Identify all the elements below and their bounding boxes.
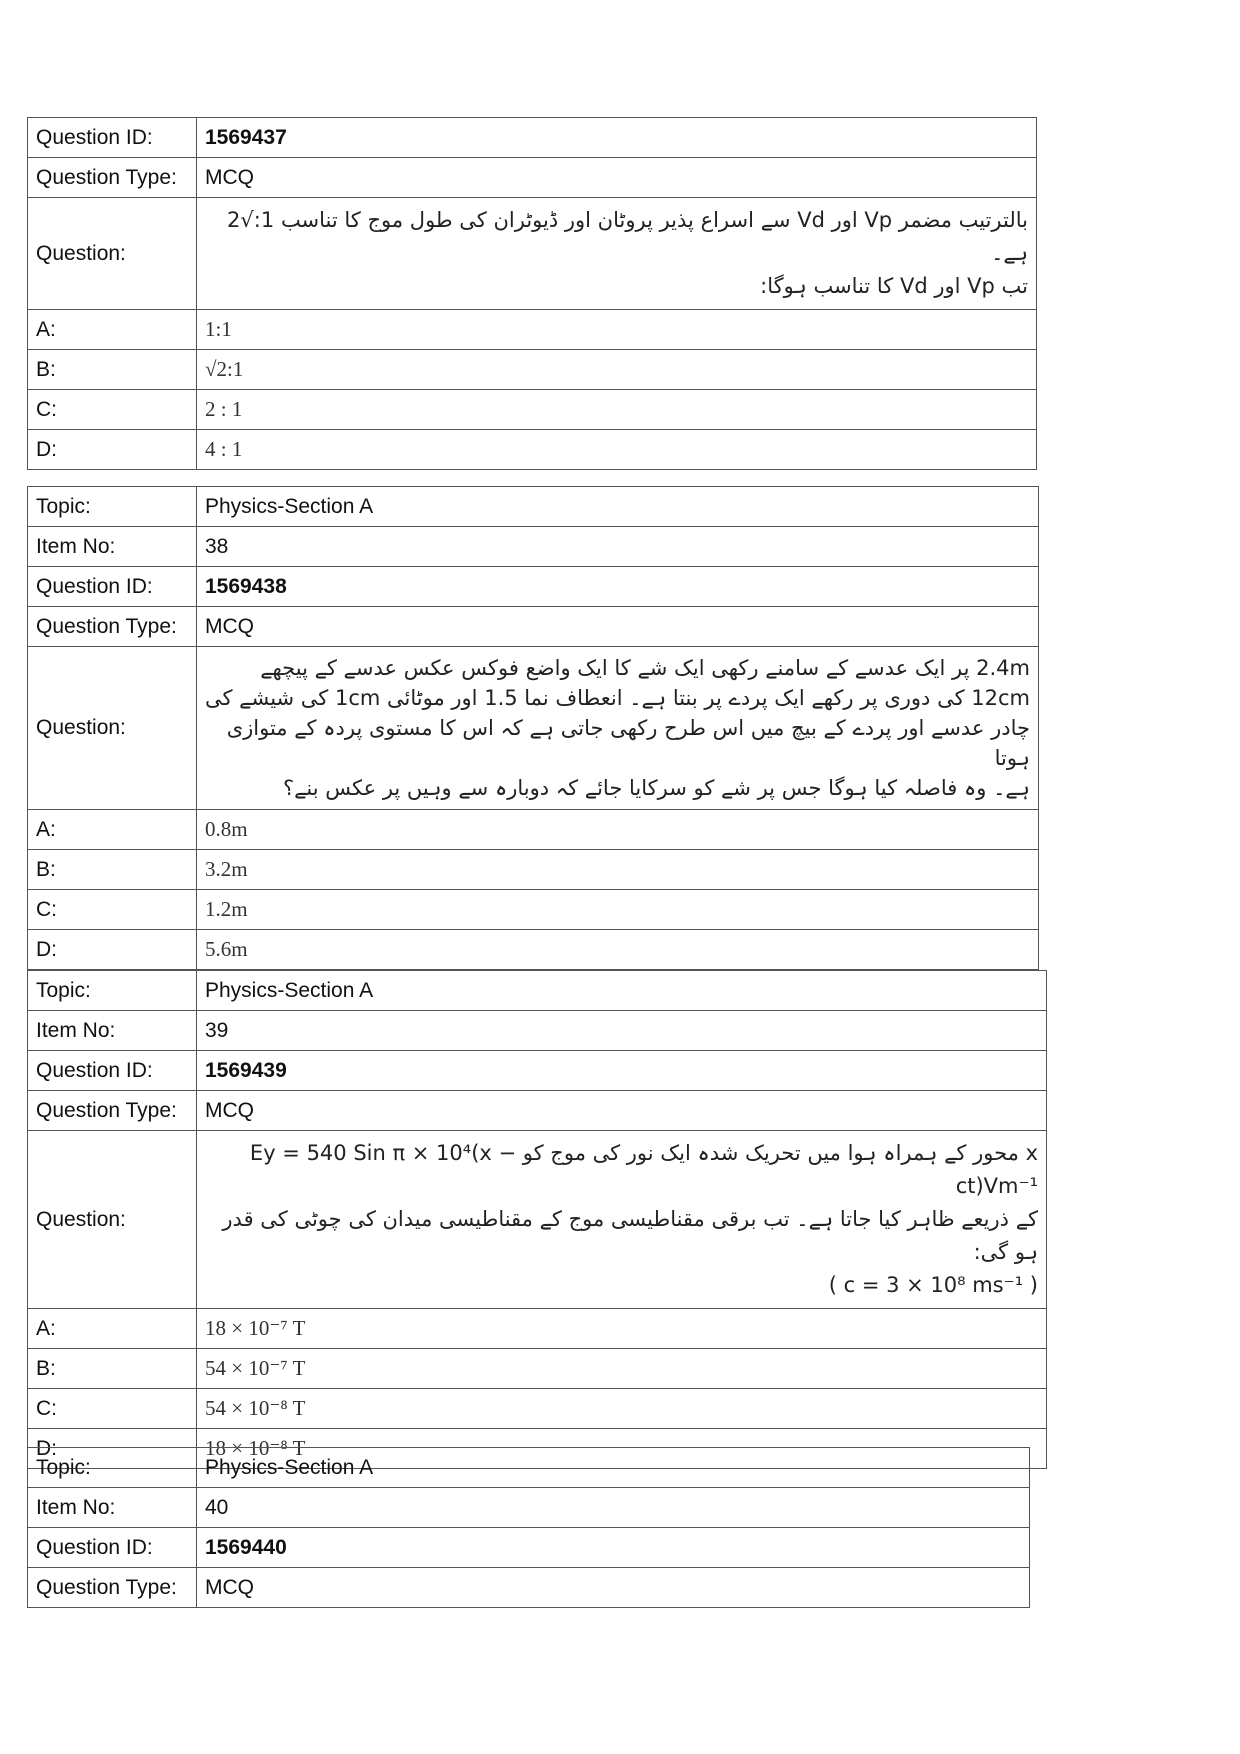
question-id-value: 1569437 [197, 118, 1037, 158]
option-c-value: 54 × 10⁻⁸ T [197, 1389, 1047, 1429]
topic-label: Topic: [28, 487, 197, 527]
question-id-value: 1569439 [197, 1051, 1047, 1091]
option-c-value: 1.2m [197, 890, 1039, 930]
item-no-label: Item No: [28, 527, 197, 567]
option-b-value: 54 × 10⁻⁷ T [197, 1349, 1047, 1389]
option-c-label: C: [28, 890, 197, 930]
option-a-value: 1:1 [197, 310, 1037, 350]
question-table-38 [27, 486, 1039, 970]
option-b-value: 3.2m [197, 850, 1039, 890]
question-table-37 [27, 117, 1037, 470]
option-c-label: C: [28, 390, 197, 430]
option-d-value: 5.6m [197, 930, 1039, 970]
option-d-value: 18 × 10⁻⁸ T [197, 1429, 1047, 1469]
topic-label: Topic: [28, 971, 197, 1011]
question-label: Question: [28, 647, 197, 810]
question-line: تب Vp اور Vd کا تناسب ہوگا: [760, 274, 1028, 298]
option-d-label: D: [28, 430, 197, 470]
question-line: ( c = 3 × 10⁸ ms⁻¹ ) [828, 1273, 1038, 1297]
question-table-40 [27, 1447, 1030, 1608]
item-no-label: Item No: [28, 1011, 197, 1051]
question-line: x محور کے ہمراہ ہوا میں تحریک شدہ ایک نور کی موج کو Ey = 540 Sin π × 10⁴(x − ct)Vm⁻¹ [249, 1141, 1038, 1198]
topic-value: Physics-Section A [197, 1448, 1030, 1488]
question-type-label: Question Type: [28, 158, 197, 198]
question-type-label: Question Type: [28, 1091, 197, 1131]
option-a-value: 18 × 10⁻⁷ T [197, 1309, 1047, 1349]
question-id-label: Question ID: [28, 118, 197, 158]
question-text [197, 198, 1037, 310]
question-line: 12cm کی دوری پر رکھے ایک پردے پر بنتا ہے۔ انعطاف نما 1.5 اور موٹائی 1cm کی شیشے کی [204, 686, 1030, 710]
option-a-label: A: [28, 810, 197, 850]
option-d-label: D: [28, 1429, 197, 1469]
question-text [197, 647, 1039, 810]
question-type-value: MCQ [197, 1091, 1047, 1131]
option-d-label: D: [28, 930, 197, 970]
option-a-label: A: [28, 1309, 197, 1349]
question-type-value: MCQ [197, 1568, 1030, 1608]
item-no-value: 39 [197, 1011, 1047, 1051]
question-line: بالترتیب مضمر Vp اور Vd سے اسراع پذیر پروٹان اور ڈیوٹران کی طول موج کا تناسب 1:√2 ہے۔ [227, 208, 1028, 265]
question-id-value: 1569440 [197, 1528, 1030, 1568]
question-text [197, 1131, 1047, 1309]
question-type-label: Question Type: [28, 1568, 197, 1608]
item-no-value: 40 [197, 1488, 1030, 1528]
question-label: Question: [28, 1131, 197, 1309]
topic-value: Physics-Section A [197, 487, 1039, 527]
question-line: چادر عدسے اور پردے کے بیچ میں اس طرح رکھی جاتی ہے کہ اس کا مستوی پردہ کے متوازی ہوتا [226, 716, 1030, 770]
option-a-value: 0.8m [197, 810, 1039, 850]
option-c-label: C: [28, 1389, 197, 1429]
question-id-label: Question ID: [28, 1528, 197, 1568]
option-b-label: B: [28, 350, 197, 390]
question-id-value: 1569438 [197, 567, 1039, 607]
item-no-value: 38 [197, 527, 1039, 567]
option-a-label: A: [28, 310, 197, 350]
option-c-value: 2 : 1 [197, 390, 1037, 430]
question-line: کے ذریعے ظاہر کیا جاتا ہے۔ تب برقی مقناطیسی موج کے مقناطیسی میدان کی چوٹی کی قدر ہو گی: [222, 1207, 1038, 1264]
question-id-label: Question ID: [28, 1051, 197, 1091]
question-type-value: MCQ [197, 158, 1037, 198]
topic-label: Topic: [28, 1448, 197, 1488]
question-id-label: Question ID: [28, 567, 197, 607]
option-b-label: B: [28, 850, 197, 890]
option-d-value: 4 : 1 [197, 430, 1037, 470]
item-no-label: Item No: [28, 1488, 197, 1528]
question-line: ہے۔ وہ فاصلہ کیا ہوگا جس پر شے کو سرکایا جائے کہ دوبارہ سے وہیں پر عکس بنے؟ [282, 776, 1030, 800]
question-table-39 [27, 970, 1047, 1469]
question-line: 2.4m پر ایک عدسے کے سامنے رکھی ایک شے کا ایک واضع فوکس عکس عدسے کے پیچھے [260, 656, 1030, 680]
question-type-value: MCQ [197, 607, 1039, 647]
question-label: Question: [28, 198, 197, 310]
question-type-label: Question Type: [28, 607, 197, 647]
option-b-value: √2:1 [197, 350, 1037, 390]
topic-value: Physics-Section A [197, 971, 1047, 1011]
option-b-label: B: [28, 1349, 197, 1389]
